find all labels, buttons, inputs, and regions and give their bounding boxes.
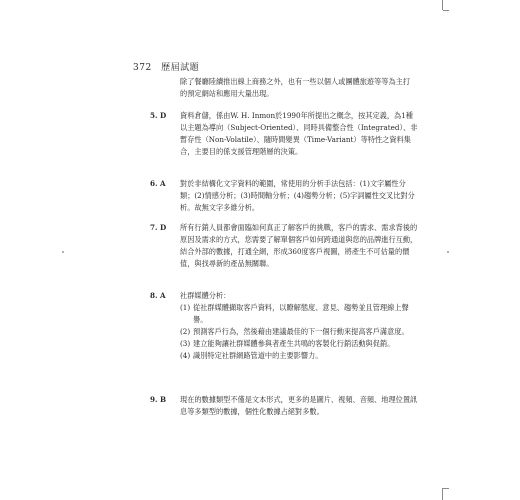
answer-number: 7. D xyxy=(150,223,167,232)
answer-item-8 xyxy=(150,290,420,362)
answer-explanation: 現在的數據類型不僅是文本形式，更多的是圖片、視頻、音頻、地理位置訊息等多類型的數據，個性化數據占絕對多數。 xyxy=(180,395,418,416)
answer-item-6 xyxy=(150,178,420,214)
answer-explanation: 對於非結構化文字資料的範圍，常使用的分析手法包括：(1)文字屬性分類；(2)情感分析；(3)時間軸分析；(4)趨勢分析；(5)字詞屬性交叉比對分析。故無文字多維分析。 xyxy=(180,179,415,212)
answer-number: 9. B xyxy=(150,395,167,404)
sub-label: (1) xyxy=(180,303,191,312)
crop-mark-top-h xyxy=(443,10,449,11)
answer-explanation: 資料倉儲，係由W. H. Inmon於1990年所提出之概念，按其定義，為1種以主題為導向（Subject-Oriented）、同時具備整合性（Integrated）、非暫存性（Non-Volatile）、隨時間變異（Time-Variant）等特性之資料集合，主要目的係支援管理階層的決策。 xyxy=(180,111,418,156)
sub-text: 建立能夠讓社群媒體參與者產生共鳴的客製化行銷活動與促銷。 xyxy=(193,339,395,348)
page-title: 歷屆試題 xyxy=(161,63,200,73)
sub-label: (4) xyxy=(180,351,191,360)
crop-mark-bottom-h xyxy=(443,488,449,489)
page-number: 372 xyxy=(133,63,152,73)
sub-point xyxy=(180,302,420,326)
answer-explanation: 所有行銷人員都會面臨如何真正了解客戶的挑戰，客戶的需求、需求背後的原因及需求的方式，您需要了解單個客戶如何跨通道與您的品牌進行互動，結合外部的數據，打通全網，形成360度客戶視圖，將產生不可估量的價值，與找尋新的產品無關聯。 xyxy=(180,223,418,268)
sub-point xyxy=(180,326,420,338)
margin-dot-left xyxy=(62,251,64,253)
crop-mark-top xyxy=(442,0,443,10)
page-header xyxy=(133,60,199,73)
sub-text: 從社群媒體擷取客戶資料，以瞭解態度、意見、趨勢並且管理線上聲譽。 xyxy=(193,303,409,324)
answer-number: 6. A xyxy=(150,179,166,188)
answer-item-7 xyxy=(150,222,420,270)
answer-number: 5. D xyxy=(150,111,167,120)
answer-explanation xyxy=(180,290,420,362)
answer-item-9 xyxy=(150,394,420,418)
answer-lead: 社群媒體分析： xyxy=(180,291,231,300)
sub-point xyxy=(180,350,420,362)
answer-item-5 xyxy=(150,110,420,158)
answer-number: 8. A xyxy=(150,291,166,300)
margin-dot-right xyxy=(447,251,449,253)
sub-text: 識別特定社群網路管道中的主要影響力。 xyxy=(193,351,323,360)
sub-text: 預測客戶行為，然後藉由建議最佳的下一個行動來提高客戶滿意度。 xyxy=(193,327,409,336)
sub-label: (2) xyxy=(180,327,191,336)
crop-mark-bottom xyxy=(442,488,443,500)
sub-label: (3) xyxy=(180,339,191,348)
intro-paragraph: 除了餐廳陸續推出線上商務之外，也有一些以個人或團體旅遊等等為主打的預定網站和應用大量出現。 xyxy=(180,77,411,98)
sub-point xyxy=(180,338,420,350)
